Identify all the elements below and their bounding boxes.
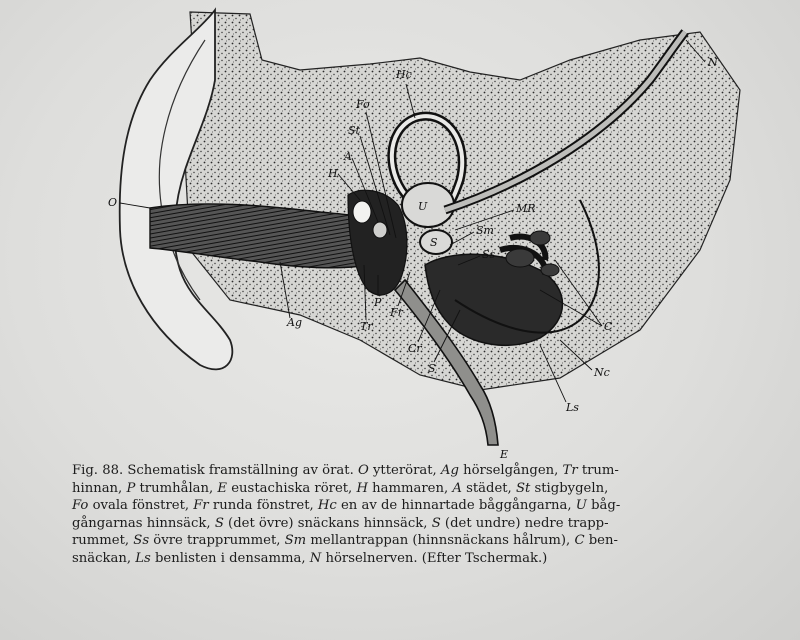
label-a: A [344,150,352,163]
label-ag: Ag [287,316,302,329]
label-cr: Cr [408,342,422,355]
caption-line: gångarnas hinnsäck, S (det övre) snäckans hinnsäck, S (det undre) nedre trapp- [72,515,609,531]
caption-line: hinnan, P trumhålan, E eustachiska röret, H hammaren, A städet, St stigbygeln, [72,480,609,496]
label-mr: MR [516,202,536,215]
label-fr: Fr [390,306,403,319]
label-tr: Tr [360,320,373,333]
malleus [353,201,371,223]
label-e: E [500,448,509,460]
label-ls: Ls [566,401,579,414]
incus [373,222,387,238]
figure-caption [72,462,752,567]
label-o: O [108,196,118,209]
caption-line: snäckan, Ls benlisten i densamma, N hörselnerven. (Efter Tschermak.) [72,550,548,566]
label-hc: Hc [396,68,412,81]
label-p: P [374,296,382,309]
label-fo: Fo [356,98,370,111]
label-c: C [604,320,613,333]
caption-line: Fig. 88. Schematisk framställning av örat. O ytterörat, Ag hörselgången, Tr trum- [72,463,619,478]
label-sm: Sm [476,224,494,237]
caption-line: Fo ovala fönstret, Fr runda fönstret, Hc en av de hinnartade båggångarna, U båg- [72,498,621,513]
label-st: St [348,124,360,137]
label-s-upper: S [430,236,438,249]
label-h: H [328,167,338,180]
label-u: U [418,200,428,213]
label-ss: Ss [482,248,496,261]
label-s-lower: S [428,362,436,375]
label-n: N [708,56,718,69]
caption-line: rummet, Ss övre trapprummet, Sm mellantrappan (hinnsnäckans hålrum), C ben- [72,533,618,548]
ear-canal [150,204,368,268]
label-nc: Nc [594,366,610,379]
